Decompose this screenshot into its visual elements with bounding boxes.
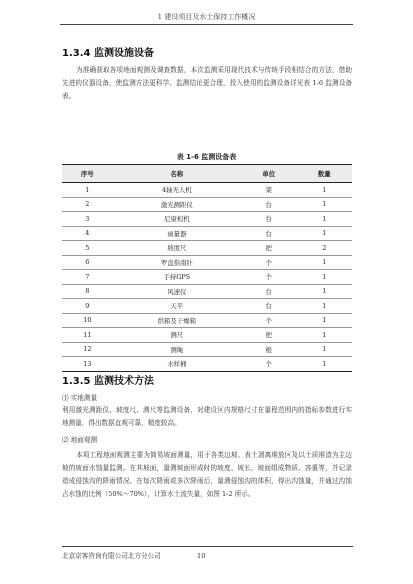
- section-heading-1-3-4: 1.3.4 监测设施设备: [62, 48, 154, 59]
- table-row: [62, 183, 352, 198]
- cell-index: 8: [62, 284, 113, 299]
- cell-name: 罗盘指南针: [113, 255, 241, 270]
- cell-name: 烘箱及干燥箱: [113, 313, 241, 328]
- table-row: [62, 226, 352, 241]
- cell-name: 坡度尺: [113, 241, 241, 256]
- header-cell-unit: 单位: [241, 165, 296, 183]
- page-footer: [62, 546, 353, 560]
- cell-index: 4: [62, 226, 113, 241]
- intro-paragraph: 为准确获取各项地面观测及调查数据，本次监测采用现代技术与传统手段相结合的方法，借助先进的仪器设备，使监测方法更科学、监测结论更合理，投入使用的监测设备详见表 1-6 监测设备表。: [62, 66, 352, 100]
- cell-unit: 个: [241, 255, 296, 270]
- cell-unit: 根: [241, 342, 296, 357]
- cell-unit: 台: [241, 226, 296, 241]
- cell-index: 10: [62, 313, 113, 328]
- cell-quantity: 1: [296, 313, 352, 328]
- table-row: [62, 313, 352, 328]
- cell-unit: 把: [241, 328, 296, 343]
- cell-quantity: 1: [296, 342, 352, 357]
- cell-index: 13: [62, 357, 113, 372]
- cell-unit: 个: [241, 270, 296, 285]
- cell-name: 手持GPS: [113, 270, 241, 285]
- cell-quantity: 2: [296, 241, 352, 256]
- table-row: [62, 342, 352, 357]
- cell-name: 雨量器: [113, 226, 241, 241]
- header-cell-quantity: 数量: [296, 165, 352, 183]
- cell-unit: 把: [241, 241, 296, 256]
- subheading-field-measurement: ⑴ 实地测量: [62, 394, 98, 402]
- cell-name: 水样桶: [113, 357, 241, 372]
- header-cell-index: 序号: [62, 165, 113, 183]
- table-header-row: [62, 165, 352, 183]
- table-row: [62, 241, 352, 256]
- paragraph-ground-observation: 本项工程地面观测主要为简易坡面测量，用于各类边坡、表土剥离堆放区及以土质堆渣为主边坡的坡面水蚀量监测。在其坡面，量测坡面形成时的坡度、坡长、坡面组成物质、容重等，并记录造成侵蚀沟的降雨情况。在每次降雨或多次降雨后，量测侵蚀沟的体积，得出沟蚀量，并通过沟蚀占水蚀的比例（50%～70%），计算水土流失量，如图 1-2 所示。: [62, 451, 352, 498]
- table-row: [62, 357, 352, 372]
- table-row: [62, 197, 352, 212]
- table-row: [62, 255, 352, 270]
- table-row: [62, 270, 352, 285]
- cell-unit: 台: [241, 212, 296, 227]
- table-row: [62, 212, 352, 227]
- paragraph-field-measurement: 利用激光测距仪、坡度尺、测尺等监测设备，对建设区内规格尺寸在量程范围内的指标参数进行实地测量，得出数据直观可靠，精度较高。: [62, 406, 352, 427]
- cell-quantity: 1: [296, 226, 352, 241]
- cell-quantity: 1: [296, 357, 352, 372]
- cell-quantity: 1: [296, 284, 352, 299]
- cell-index: 12: [62, 342, 113, 357]
- cell-name: 测绳: [113, 342, 241, 357]
- equipment-table: [62, 164, 352, 372]
- cell-name: 尼康相机: [113, 212, 241, 227]
- subheading-ground-observation: ⑵ 地面观测: [62, 436, 98, 444]
- table-body: [62, 183, 352, 372]
- cell-unit: 个: [241, 313, 296, 328]
- cell-index: 2: [62, 197, 113, 212]
- cell-quantity: 1: [296, 299, 352, 314]
- table-row: [62, 284, 352, 299]
- cell-unit: 架: [241, 183, 296, 198]
- table-caption: 表 1-6 监测设备表: [176, 153, 237, 161]
- cell-index: 7: [62, 270, 113, 285]
- cell-name: 测尺: [113, 328, 241, 343]
- cell-quantity: 1: [296, 255, 352, 270]
- cell-quantity: 1: [296, 212, 352, 227]
- cell-index: 9: [62, 299, 113, 314]
- cell-index: 3: [62, 212, 113, 227]
- cell-unit: 台: [241, 299, 296, 314]
- table-row: [62, 328, 352, 343]
- cell-index: 5: [62, 241, 113, 256]
- cell-name: 风速仪: [113, 284, 241, 299]
- cell-index: 6: [62, 255, 113, 270]
- cell-quantity: 1: [296, 328, 352, 343]
- footer-company: 北京京客咨询有限公司北方分公司: [62, 552, 161, 560]
- header-cell-name: 名称: [113, 165, 241, 183]
- cell-quantity: 1: [296, 197, 352, 212]
- page-number: 10: [197, 552, 206, 560]
- cell-unit: 台: [241, 284, 296, 299]
- section-heading-1-3-5: 1.3.5 监测技术方法: [62, 376, 154, 387]
- cell-name: 天平: [113, 299, 241, 314]
- table-row: [62, 299, 352, 314]
- cell-index: 1: [62, 183, 113, 198]
- cell-name: 4轴无人机: [113, 183, 241, 198]
- page-header: 1 建设项目及水土保持工作概况: [60, 12, 353, 25]
- cell-unit: 台: [241, 197, 296, 212]
- cell-quantity: 1: [296, 270, 352, 285]
- cell-name: 激光测距仪: [113, 197, 241, 212]
- cell-index: 11: [62, 328, 113, 343]
- cell-unit: 个: [241, 357, 296, 372]
- cell-quantity: 1: [296, 183, 352, 198]
